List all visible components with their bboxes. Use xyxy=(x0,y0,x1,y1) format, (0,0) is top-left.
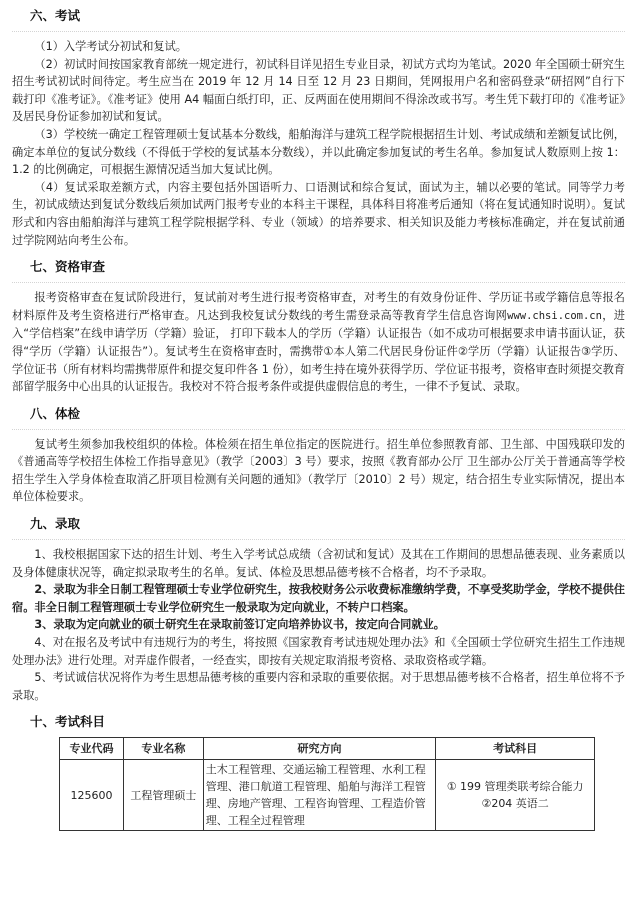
admit-para-5: 5、考试诚信状况将作为考生思想品德考核的重要内容和录取的重要依据。对于思想品德考核不合格者，招生单位将不予录取。 xyxy=(12,671,625,702)
section-health xyxy=(12,405,625,506)
health-para-1: 复试考生须参加我校组织的体检。体检须在招生单位指定的医院进行。招生单位参照教育部、卫生部、中国残联印发的《普通高等学校招生体检工作指导意见》（教学〔2003〕3 号）要求，按照《教育部办公厅 卫生部办公厅关于普通高等学校招生学生入学身体检查取消乙肝项目检测有关问题的通知》（教学厅〔2010〕2 号）规定，结合招生专业实际情况，提出本单位体检要求。 xyxy=(12,437,625,504)
header-subjects: 考试科目 xyxy=(436,738,595,760)
section-review xyxy=(12,258,625,396)
cell-code: 125600 xyxy=(60,760,124,831)
chsi-url-link[interactable]: www.chsi.com.cn xyxy=(507,309,602,322)
exam-para-2: （2）初试时间按国家教育部统一规定进行，初试科目详见招生专业目录，初试方式均为笔试。2020 年全国硕士研究生招生考试初试时间待定。考生应当在 2019 年 12 月 14 日至 12 月 23 日期间，凭网报用户名和密码登录“研招网”自行下载打印《准考证》。《准考证》使用 A4 幅面白纸打印，正、反两面在使用期间不得涂改或书写。考生凭下载打印的《准考证》及居民身份证参加初试和复试。 xyxy=(12,57,625,124)
section-title-health: 八、体检 xyxy=(12,405,625,430)
admit-para-1: 1、我校根据国家下达的招生计划、考生入学考试总成绩（含初试和复试）及其在工作期间的思想品德表现、业务素质以及身体健康状况等，确定拟录取考生的名单。复试、体检及思想品德考核不合格者，均不予录取。 xyxy=(12,548,625,579)
review-text-a: 报考资格审查在复试阶段进行，复试前对考生进行报考资格审查，对考生的有效身份证件、学历证书或学籍信息等报名材料原件及考生资格进行严格审查。凡达到我校复试分数线的考生需登录高等教育学生信息咨询网 xyxy=(12,291,625,322)
section-title-admit: 九、录取 xyxy=(12,515,625,540)
cell-subjects xyxy=(436,760,595,831)
review-text-b: ，进入“学信档案”在线申请学历（学籍）验证， 打印下载本人的学历（学籍）认证报告（如不成功可根据要求申请书面认证，获得“学历（学籍）认证报告”）。复试考生在资格审查时，需携带①本人第二代居民身份证件②学历（学籍）认证报告③学历、学位证书（所有材料均需携带原件和提交复印件各 1 份），如考生持在境外获得学历、学位证书报考，资格审查时须提交教育部留学服务中心出具的认证报告。我校对不符合报考条件或提供虚假信息的考生，一律不予复试、录取。 xyxy=(12,308,625,394)
header-code: 专业代码 xyxy=(60,738,124,760)
header-direction: 研究方向 xyxy=(203,738,435,760)
cell-direction: 土木工程管理、交通运输工程管理、水利工程管理、港口航道工程管理、船舶与海洋工程管理、房地产管理、工程咨询管理、工程造价管理、工程全过程管理 xyxy=(203,760,435,831)
section-subjects xyxy=(12,713,625,831)
admit-para-3: 3、录取为定向就业的硕士研究生在录取前签订定向培养协议书，按定向合同就业。 xyxy=(34,618,445,632)
subject-1: ① 199 管理类联考综合能力 xyxy=(446,780,584,794)
exam-para-4: （4）复试采取差额方式，内容主要包括外国语听力、口语测试和综合复试，面试为主，辅以必要的笔试。同等学力考生，初试成绩达到复试分数线后须加试两门报考专业的本科主干课程，具体科目将准考后通知（将在复试通知时说明）。复试形式和内容由船舶海洋与建筑工程学院根据学科、专业（领域）的培养要求、相关知识及能力考核标准确定，并在复试前通过学院网站向考生公布。 xyxy=(12,180,625,247)
section-title-subjects: 十、考试科目 xyxy=(30,714,106,730)
review-para-1 xyxy=(12,289,625,396)
header-name: 专业名称 xyxy=(123,738,203,760)
exam-para-3: （3）学校统一确定工程管理硕士复试基本分数线，船舶海洋与建筑工程学院根据招生计划、考试成绩和差额复试比例，确定本单位的复试分数线（不得低于学校的复试基本分数线），并以此确定参加复试的考生名单。参加复试人数原则上按 1：1.2 的比例确定，可根据生源情况适当加大复试比例。 xyxy=(12,127,625,177)
subject-2: ②204 英语二 xyxy=(481,797,549,811)
section-admit xyxy=(12,515,625,704)
admit-para-4: 4、对在报名及考试中有违规行为的考生，将按照《国家教育考试违规处理办法》和《全国硕士学位研究生招生工作违规处理办法》进行处理。对弄虚作假者，一经查实，即按有关规定取消报考资格、录取资格或学籍。 xyxy=(12,636,625,667)
subjects-table xyxy=(59,737,595,831)
table-header-row xyxy=(60,738,595,760)
admit-para-2: 2、录取为非全日制工程管理硕士专业学位研究生，按我校财务公示收费标准缴纳学费，不享受奖助学金，学校不提供住宿。非全日制工程管理硕士专业学位研究生一般录取为定向就业，不转户口档案。 xyxy=(12,583,625,614)
cell-name: 工程管理硕士 xyxy=(123,760,203,831)
section-exam xyxy=(12,7,625,249)
exam-para-1: （1）入学考试分初试和复试。 xyxy=(34,40,187,53)
section-title-review: 七、资格审查 xyxy=(12,258,625,283)
table-row xyxy=(60,760,595,831)
section-title-exam: 六、考试 xyxy=(12,7,625,32)
